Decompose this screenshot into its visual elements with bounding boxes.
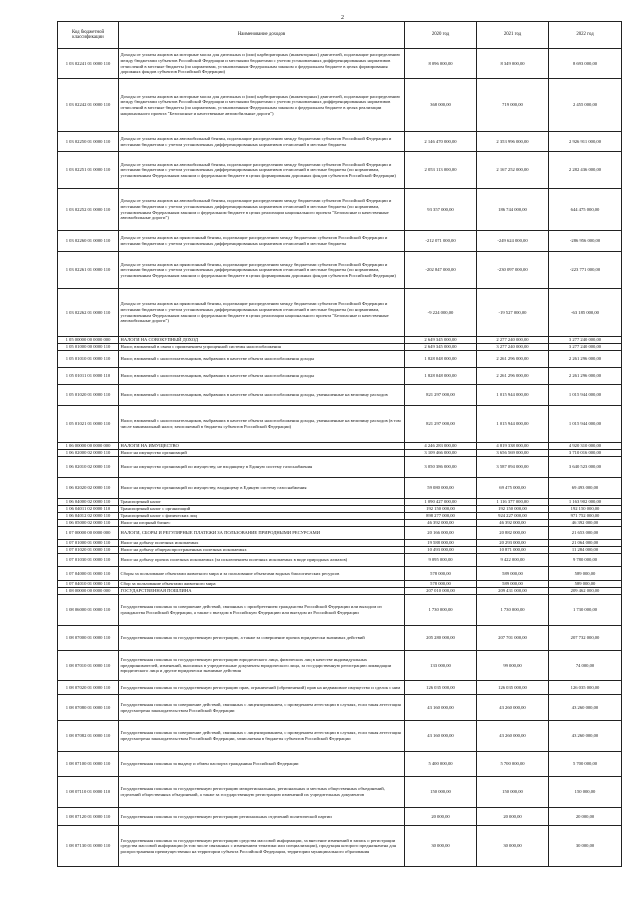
- row-name: Государственная пошлина за совершение действий, связанных с приобретением гражданства Российской Федерации или выходом из гражданства Российской Федерации, а также с въездом в Российскую Федерацию или выездом из Российской Федерации: [119, 595, 405, 626]
- table-row: [58, 567, 622, 581]
- row-value-2022: 644 475 000,00: [549, 189, 622, 231]
- row-name: Доходы от уплаты акцизов на прямогонный бензин, подлежащие распределению между бюджетами субъектов Российской Федерации и местными бюджетами с учетом установленных дифференцированных нормативов отчислений в местные бюджеты: [119, 231, 405, 252]
- row-code: 1 03 02252 01 0000 110: [58, 189, 119, 231]
- row-value-2021: 5 700 000,00: [477, 752, 549, 777]
- row-name: Государственная пошлина за государственную регистрацию межрегиональных, региональных и местных общественных объединений, отделений общественных объединений, а также за государственную регистрацию изменений их учредительных документов: [119, 777, 405, 808]
- header-2020: 2020 год: [405, 22, 477, 49]
- row-name: Государственная пошлина за совершение действий, связанных с лицензированием, с проведением аттестации в случаях, если такая аттестация предусмотрена законодательством Российской Федерации: [119, 695, 405, 721]
- table-row: [58, 478, 622, 499]
- row-value-2022: -223 771 000,00: [549, 252, 622, 289]
- row-name: Налог на добычу прочих полезных ископаемых (за исключением полезных ископаемых в виде природных алмазов): [119, 554, 405, 567]
- row-code: 1 05 01021 01 0000 110: [58, 406, 119, 443]
- row-code: 1 05 01011 01 0000 110: [58, 368, 119, 385]
- table-row: [58, 651, 622, 681]
- row-name: Сборы за пользование объектами животного мира и за пользование объектами водных биологических ресурсов: [119, 567, 405, 581]
- row-code: 1 06 02000 02 0000 110: [58, 450, 119, 457]
- row-code: 1 06 04012 02 0000 110: [58, 513, 119, 520]
- row-code: 1 03 02251 01 0000 110: [58, 152, 119, 189]
- revenue-table: [57, 21, 622, 867]
- row-name: Транспортный налог: [119, 499, 405, 506]
- table-row: [58, 344, 622, 351]
- table-row: [58, 527, 622, 540]
- row-value-2021: 924 227 000,00: [477, 513, 549, 520]
- row-value-2020: 368 000,00: [405, 79, 477, 132]
- row-code: 1 03 02261 01 0000 110: [58, 252, 119, 289]
- table-header: [58, 22, 622, 49]
- row-value-2022: 589 000,00: [549, 567, 622, 581]
- table-row: [58, 368, 622, 385]
- table-row: [58, 626, 622, 651]
- row-name: Транспортный налог с физических лиц: [119, 513, 405, 520]
- table-row: [58, 752, 622, 777]
- row-value-2022: 192 150 000,00: [549, 506, 622, 513]
- row-code: 1 05 01010 01 0000 110: [58, 351, 119, 368]
- table-row: [58, 595, 622, 626]
- row-value-2021: 186 744 000,00: [477, 189, 549, 231]
- row-name: Сбор за пользование объектами животного мира: [119, 581, 405, 588]
- row-value-2021: 192 150 000,00: [477, 506, 549, 513]
- row-name: Налог, взимаемый в связи с применением упрощенной системы налогообложения: [119, 344, 405, 351]
- row-value-2020: 578 000,00: [405, 567, 477, 581]
- row-value-2021: 589 000,00: [477, 567, 549, 581]
- row-value-2021: 8 349 000,00: [477, 49, 549, 79]
- table-row: [58, 540, 622, 547]
- row-name: Государственная пошлина за государственную регистрацию юридического лица, физических лиц в качестве индивидуальных предпринимателей, изменений, вносимых в учредительные документы юридического лица, за государственную регистрацию ликвидации юридического лица и другие юридически значимые действия: [119, 651, 405, 681]
- row-value-2022: 2 926 911 000,00: [549, 132, 622, 152]
- row-value-2020: 43 160 000,00: [405, 721, 477, 752]
- row-value-2020: 1 730 000,00: [405, 595, 477, 626]
- row-code: 1 07 00000 00 0000 000: [58, 527, 119, 540]
- row-value-2020: 4 246 283 000,00: [405, 443, 477, 450]
- row-value-2022: 69 493 000,00: [549, 478, 622, 499]
- row-name: Доходы от уплаты акцизов на прямогонный бензин, подлежащие распределению между бюджетами субъектов Российской Федерации и местными бюджетами с учетом установленных дифференцированных нормативов отчислений в местные бюджеты (по нормативам, установленным Федеральным законом о федеральном бюджете в целях формирования дорожных фондов субъектов Российской Федерации): [119, 252, 405, 289]
- row-value-2021: 1 116 377 000,00: [477, 499, 549, 506]
- header-2022: 2022 год: [549, 22, 622, 49]
- row-value-2020: 2 053 113 000,00: [405, 152, 477, 189]
- row-name: Государственная пошлина за государственную регистрацию прав, ограничений (обременений) прав на недвижимое имущество и сделок с ним: [119, 681, 405, 695]
- row-name: Налог на добычу общераспространенных полезных ископаемых: [119, 547, 405, 554]
- row-value-2021: 1 730 000,00: [477, 595, 549, 626]
- row-value-2021: 2 277 240 000,00: [477, 337, 549, 344]
- row-value-2021: 150 000,00: [477, 777, 549, 808]
- table-row: [58, 506, 622, 513]
- row-value-2021: 2 261 296 000,00: [477, 351, 549, 368]
- row-name: НАЛОГИ НА ИМУЩЕСТВО: [119, 443, 405, 450]
- table-row: [58, 513, 622, 520]
- row-code: 1 06 04000 02 0000 110: [58, 499, 119, 506]
- table-row: [58, 152, 622, 189]
- row-code: 1 08 07010 01 0000 110: [58, 651, 119, 681]
- row-name: Доходы от уплаты акцизов на моторные масла для дизельных и (или) карбюраторных (инжекторных) двигателей, подлежащие распределению между бюджетами субъектов Российской Федерации и местными бюджетами с учетом установленных дифференцированных нормативов отчислений в местные бюджеты (по нормативам, установленным Федеральным законом о федеральном бюджете в целях реализации национального проекта "Безопасные и качественные автомобильные дороги"): [119, 79, 405, 132]
- row-value-2021: -19 527 000,00: [477, 289, 549, 337]
- row-value-2020: 93 357 000,00: [405, 189, 477, 231]
- row-name: Налог на имущество организаций: [119, 450, 405, 457]
- row-code: 1 08 07100 01 0000 110: [58, 752, 119, 777]
- row-value-2021: 4 819 338 000,00: [477, 443, 549, 450]
- row-name: НАЛОГИ НА СОВОКУПНЫЙ ДОХОД: [119, 337, 405, 344]
- row-code: 1 08 06000 01 0000 110: [58, 595, 119, 626]
- row-value-2020: 8 096 000,00: [405, 49, 477, 79]
- row-value-2021: 20 000,00: [477, 808, 549, 826]
- table-row: [58, 777, 622, 808]
- table-row: [58, 457, 622, 478]
- row-value-2022: 4 920 310 000,00: [549, 443, 622, 450]
- row-value-2022: 9 780 000,00: [549, 554, 622, 567]
- table-row: [58, 681, 622, 695]
- row-value-2022: 1 015 944 000,00: [549, 385, 622, 406]
- row-value-2020: -202 847 000,00: [405, 252, 477, 289]
- row-value-2020: 192 150 000,00: [405, 506, 477, 513]
- row-code: 1 07 04010 01 0000 110: [58, 581, 119, 588]
- row-value-2021: 126 035 000,00: [477, 681, 549, 695]
- row-value-2021: 2 353 996 000,00: [477, 132, 549, 152]
- row-name: Доходы от уплаты акцизов на автомобильный бензин, подлежащие распределению между бюджетами субъектов Российской Федерации и местными бюджетами с учетом установленных дифференцированных нормативов отчислений в местные бюджеты (по нормативам, установленным Федеральным законом о федеральном бюджете в целях формирования дорожных фондов субъектов Российской Федерации): [119, 152, 405, 189]
- table-row: [58, 554, 622, 567]
- row-value-2022: 2 261 296 000,00: [549, 368, 622, 385]
- table-row: [58, 252, 622, 289]
- row-value-2021: 2 167 252 000,00: [477, 152, 549, 189]
- table-row: [58, 385, 622, 406]
- row-value-2021: 719 000,00: [477, 79, 549, 132]
- row-value-2021: -249 624 000,00: [477, 231, 549, 252]
- row-value-2020: 578 000,00: [405, 581, 477, 588]
- row-value-2021: 9 422 000,00: [477, 554, 549, 567]
- row-value-2022: 1 015 944 000,00: [549, 406, 622, 443]
- row-code: 1 06 04011 02 0000 110: [58, 506, 119, 513]
- row-code: 1 07 04000 01 0000 110: [58, 567, 119, 581]
- table-row: [58, 49, 622, 79]
- table-row: [58, 581, 622, 588]
- row-value-2021: 3 656 569 000,00: [477, 450, 549, 457]
- row-value-2020: 2 649 345 000,00: [405, 344, 477, 351]
- table-row: [58, 826, 622, 867]
- table-row: [58, 808, 622, 826]
- row-value-2022: 3 277 240 000,00: [549, 337, 622, 344]
- row-code: 1 06 00000 00 0000 000: [58, 443, 119, 450]
- row-value-2020: 20 166 000,00: [405, 527, 477, 540]
- row-code: 1 08 07020 01 0000 110: [58, 681, 119, 695]
- row-value-2021: 30 000,00: [477, 826, 549, 867]
- row-value-2020: 205 280 000,00: [405, 626, 477, 651]
- table-row: [58, 721, 622, 752]
- row-value-2020: 2 649 345 000,00: [405, 337, 477, 344]
- row-value-2021: 99 000,00: [477, 651, 549, 681]
- row-value-2021: 207 701 000,00: [477, 626, 549, 651]
- row-code: 1 07 01020 01 0000 110: [58, 547, 119, 554]
- row-value-2022: 20 000,00: [549, 808, 622, 826]
- row-name: Налог, взимаемый с налогоплательщиков, выбравших в качестве объекта налогообложения доходы, уменьшенные на величину расходов: [119, 385, 405, 406]
- row-value-2020: -9 224 000,00: [405, 289, 477, 337]
- row-value-2022: -63 185 000,00: [549, 289, 622, 337]
- row-value-2021: 43 260 000,00: [477, 721, 549, 752]
- row-value-2020: 1 828 048 000,00: [405, 351, 477, 368]
- row-code: 1 03 02262 01 0000 110: [58, 289, 119, 337]
- row-value-2022: 126 035 000,00: [549, 681, 622, 695]
- row-name: Государственная пошлина за государственную регистрацию региональных отделений политической партии: [119, 808, 405, 826]
- table-row: [58, 189, 622, 231]
- row-name: Доходы от уплаты акцизов на автомобильный бензин, подлежащие распределению между бюджетами субъектов Российской Федерации и местными бюджетами с учетом установленных дифференцированных нормативов отчислений в местные бюджеты (по нормативам, установленным Федеральным законом о федеральном бюджете в целях реализации национального проекта "Безопасные и качественные автомобильные дороги"): [119, 189, 405, 231]
- table-row: [58, 132, 622, 152]
- row-name: ГОСУДАРСТВЕННАЯ ПОШЛИНА: [119, 588, 405, 595]
- row-code: 1 08 07082 01 0000 110: [58, 721, 119, 752]
- row-value-2021: 589 000,00: [477, 581, 549, 588]
- row-value-2022: 209 462 000,00: [549, 588, 622, 595]
- row-value-2020: 821 297 000,00: [405, 385, 477, 406]
- table-row: [58, 450, 622, 457]
- row-value-2022: 30 000,00: [549, 826, 622, 867]
- row-value-2022: 43 260 000,00: [549, 695, 622, 721]
- row-value-2020: 821 297 000,00: [405, 406, 477, 443]
- header-2021: 2021 год: [477, 22, 549, 49]
- row-name: НАЛОГИ, СБОРЫ И РЕГУЛЯРНЫЕ ПЛАТЕЖИ ЗА ПОЛЬЗОВАНИЕ ПРИРОДНЫМИ РЕСУРСАМИ: [119, 527, 405, 540]
- row-name: Государственная пошлина за государственную регистрацию средства массовой информации, за внесение изменений в запись о регистрации средства массовой информации (в том числе связанных с изменением тематики или специализации), продукция которого предназначена для распространения преимущественно на территории субъекта Российской Федерации, территории муниципального образования: [119, 826, 405, 867]
- row-value-2022: 21 653 000,00: [549, 527, 622, 540]
- row-value-2020: 3 109 466 000,00: [405, 450, 477, 457]
- row-value-2022: 8 693 000,00: [549, 49, 622, 79]
- row-code: 1 07 01000 01 0000 110: [58, 540, 119, 547]
- row-value-2020: 5 400 000,00: [405, 752, 477, 777]
- row-value-2022: 2 282 436 000,00: [549, 152, 622, 189]
- row-code: 1 07 01030 01 0000 110: [58, 554, 119, 567]
- row-value-2020: 30 000,00: [405, 826, 477, 867]
- row-name: Доходы от уплаты акцизов на автомобильный бензин, подлежащие распределению между бюджетами субъектов Российской Федерации и местными бюджетами с учетом установленных дифференцированных нормативов отчислений в местные бюджеты: [119, 132, 405, 152]
- row-value-2021: 10 871 000,00: [477, 547, 549, 554]
- row-value-2021: 43 260 000,00: [477, 695, 549, 721]
- row-code: 1 03 02260 01 0000 110: [58, 231, 119, 252]
- row-value-2022: 74 000,00: [549, 651, 622, 681]
- row-value-2020: 59 080 000,00: [405, 478, 477, 499]
- row-code: 1 08 07120 01 0000 110: [58, 808, 119, 826]
- row-value-2020: 150 000,00: [405, 777, 477, 808]
- row-value-2022: 150 000,00: [549, 777, 622, 808]
- row-value-2020: 2 146 470 000,00: [405, 132, 477, 152]
- row-value-2022: 2 455 000,00: [549, 79, 622, 132]
- row-value-2021: 1 015 944 000,00: [477, 406, 549, 443]
- row-value-2020: 43 160 000,00: [405, 695, 477, 721]
- row-value-2020: 10 493 000,00: [405, 547, 477, 554]
- row-value-2021: 3 587 094 000,00: [477, 457, 549, 478]
- row-name: Транспортный налог с организаций: [119, 506, 405, 513]
- row-value-2020: 126 035 000,00: [405, 681, 477, 695]
- row-value-2020: 207 010 000,00: [405, 588, 477, 595]
- row-code: 1 06 02010 02 0000 110: [58, 457, 119, 478]
- row-name: Доходы от уплаты акцизов на моторные масла для дизельных и (или) карбюраторных (инжекторных) двигателей, подлежащие распределению между бюджетами субъектов Российской Федерации и местными бюджетами с учетом установленных дифференцированных нормативов отчислений в местные бюджеты (по нормативам, установленным Федеральным законом о федеральном бюджете в целях формирования дорожных фондов субъектов Российской Федерации): [119, 49, 405, 79]
- table-row: [58, 289, 622, 337]
- row-value-2021: -230 097 000,00: [477, 252, 549, 289]
- table-row: [58, 443, 622, 450]
- row-value-2021: 2 261 296 000,00: [477, 368, 549, 385]
- row-value-2022: 971 752 000,00: [549, 513, 622, 520]
- table-row: [58, 231, 622, 252]
- table-row: [58, 79, 622, 132]
- row-code: 1 08 07110 01 0000 110: [58, 777, 119, 808]
- row-value-2020: 46 392 000,00: [405, 520, 477, 527]
- row-value-2021: 1 015 944 000,00: [477, 385, 549, 406]
- table-row: [58, 520, 622, 527]
- row-value-2020: 20 000,00: [405, 808, 477, 826]
- row-value-2021: 20 293 000,00: [477, 540, 549, 547]
- row-value-2022: 207 732 000,00: [549, 626, 622, 651]
- row-value-2022: 46 392 000,00: [549, 520, 622, 527]
- row-value-2020: 1 828 048 000,00: [405, 368, 477, 385]
- table-row: [58, 547, 622, 554]
- row-value-2022: 3 277 240 000,00: [549, 344, 622, 351]
- table-body: [58, 49, 622, 867]
- header-name: Наименование доходов: [119, 22, 405, 49]
- row-code: 1 08 07080 01 0000 110: [58, 695, 119, 721]
- row-value-2021: 69 475 000,00: [477, 478, 549, 499]
- row-value-2022: 1 163 902 000,00: [549, 499, 622, 506]
- row-code: 1 06 02020 02 0000 110: [58, 478, 119, 499]
- row-name: Государственная пошлина за государственную регистрацию, а также за совершение прочих юридически значимых действий: [119, 626, 405, 651]
- row-code: 1 06 05000 02 0000 110: [58, 520, 119, 527]
- row-value-2020: 19 588 000,00: [405, 540, 477, 547]
- row-value-2020: 898 277 000,00: [405, 513, 477, 520]
- row-name: Государственная пошлина за совершение действий, связанных с лицензированием, с проведением аттестации в случаях, если такая аттестация предусмотрена законодательством Российской Федерации, зачисляемая в бюджеты субъектов Российской Федерации: [119, 721, 405, 752]
- row-code: 1 08 07130 01 0000 110: [58, 826, 119, 867]
- row-value-2020: 1 090 427 000,00: [405, 499, 477, 506]
- table-row: [58, 499, 622, 506]
- row-code: 1 08 00000 00 0000 000: [58, 588, 119, 595]
- row-value-2022: 2 261 296 000,00: [549, 351, 622, 368]
- header-code: Код бюджетной классификации: [58, 22, 119, 49]
- table-row: [58, 406, 622, 443]
- row-code: 1 03 02241 01 0000 110: [58, 49, 119, 79]
- row-value-2021: 209 431 000,00: [477, 588, 549, 595]
- row-code: 1 03 02242 01 0000 110: [58, 79, 119, 132]
- table-row: [58, 588, 622, 595]
- table-row: [58, 337, 622, 344]
- row-value-2022: 3 640 523 000,00: [549, 457, 622, 478]
- row-code: 1 08 07000 01 0000 110: [58, 626, 119, 651]
- row-value-2022: 1 730 000,00: [549, 595, 622, 626]
- row-value-2021: 20 882 000,00: [477, 527, 549, 540]
- row-value-2020: 3 050 386 000,00: [405, 457, 477, 478]
- row-value-2022: 21 064 000,00: [549, 540, 622, 547]
- row-value-2021: 46 392 000,00: [477, 520, 549, 527]
- row-value-2022: 3 710 016 000,00: [549, 450, 622, 457]
- row-code: 1 05 01000 00 0000 110: [58, 344, 119, 351]
- row-name: Доходы от уплаты акцизов на прямогонный бензин, подлежащие распределению между бюджетами субъектов Российской Федерации и местными бюджетами с учетом установленных дифференцированных нормативов отчислений в местные бюджеты (по нормативам, установленным Федеральным законом о федеральном бюджете в целях реализации национального проекта "Безопасные и качественные автомобильные дороги"): [119, 289, 405, 337]
- row-value-2020: -212 071 000,00: [405, 231, 477, 252]
- row-name: Налог на имущество организаций по имуществу, входящему в Единую систему газоснабжения: [119, 478, 405, 499]
- row-value-2020: 133 000,00: [405, 651, 477, 681]
- row-name: Налог на имущество организаций по имуществу, не входящему в Единую систему газоснабжения: [119, 457, 405, 478]
- row-name: Налог на добычу полезных ископаемых: [119, 540, 405, 547]
- table-row: [58, 695, 622, 721]
- row-value-2022: -286 956 000,00: [549, 231, 622, 252]
- row-value-2021: 3 277 240 000,00: [477, 344, 549, 351]
- row-code: 1 03 02250 01 0000 110: [58, 132, 119, 152]
- row-name: Государственная пошлина за выдачу и обмен паспорта гражданина Российской Федерации: [119, 752, 405, 777]
- row-name: Налог, взимаемый с налогоплательщиков, выбравших в качестве объекта налогообложения доходы: [119, 351, 405, 368]
- row-value-2022: 43 260 000,00: [549, 721, 622, 752]
- row-name: Налог, взимаемый с налогоплательщиков, выбравших в качестве объекта налогообложения доходы, уменьшенные на величину расходов (в том числе минимальный налог, зачисляемый в бюджеты субъектов Российской Федерации): [119, 406, 405, 443]
- row-code: 1 05 00000 00 0000 000: [58, 337, 119, 344]
- row-value-2022: 589 000,00: [549, 581, 622, 588]
- row-value-2022: 11 284 000,00: [549, 547, 622, 554]
- row-name: Налог, взимаемый с налогоплательщиков, выбравших в качестве объекта налогообложения доходы: [119, 368, 405, 385]
- row-value-2022: 5 700 000,00: [549, 752, 622, 777]
- page-mark: 2: [341, 15, 344, 21]
- row-code: 1 05 01020 01 0000 110: [58, 385, 119, 406]
- row-name: Налог на игорный бизнес: [119, 520, 405, 527]
- table-row: [58, 351, 622, 368]
- row-value-2020: 9 095 000,00: [405, 554, 477, 567]
